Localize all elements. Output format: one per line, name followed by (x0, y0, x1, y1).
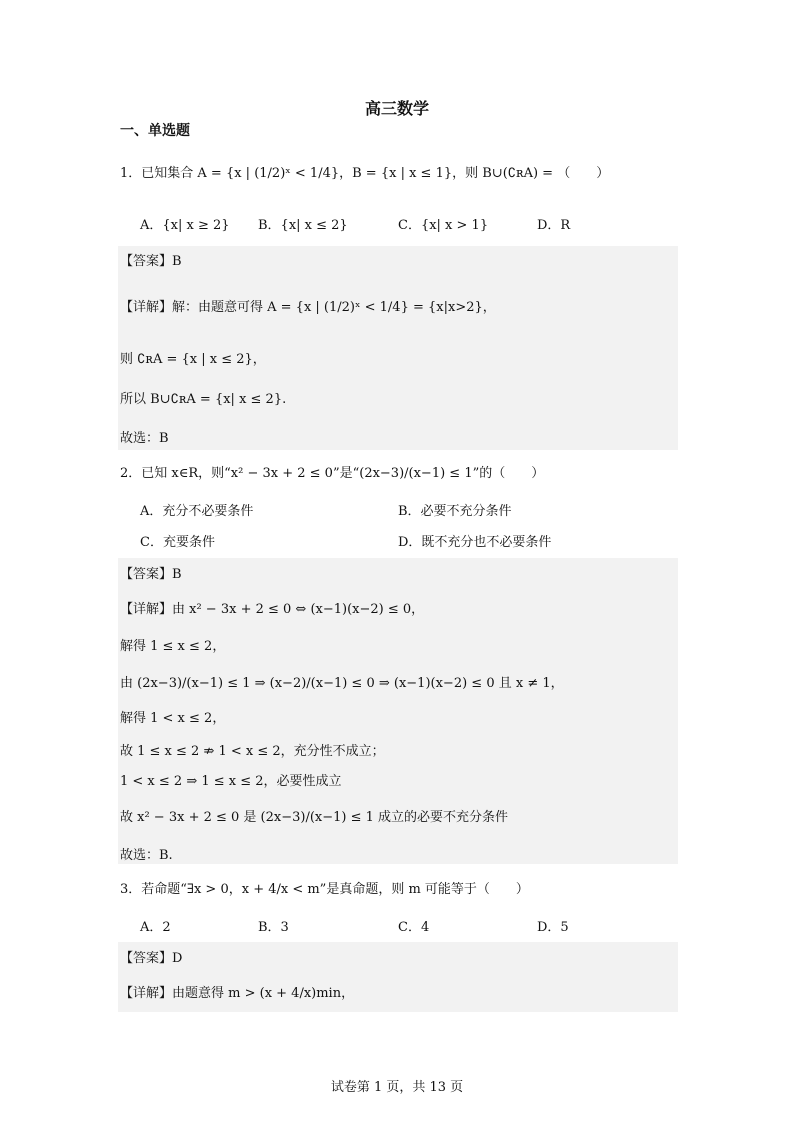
q2-detail-3: 由 (2x−3)/(x−1) ≤ 1 ⇒ (x−2)/(x−1) ≤ 0 ⇒ (x−1)(x−2) ≤ 0 且 x ≠ 1， (120, 676, 564, 691)
q3-answer-box (118, 942, 678, 1012)
q2-detail-7: 故 x² − 3x + 2 ≤ 0 是 (2x−3)/(x−1) ≤ 1 成立的必要不充分条件 (120, 810, 509, 825)
q1-detail-2: 则 ∁ʀA = {x | x ≤ 2}， (120, 352, 266, 367)
q1-option-b: B．{x| x ≤ 2} (258, 218, 348, 233)
q1-detail-3: 所以 B∪∁ʀA = {x| x ≤ 2}. (120, 392, 287, 407)
q3-option-a: A．2 (140, 920, 171, 935)
page-footer: 试卷第 1 页，共 13 页 (330, 1080, 464, 1095)
q3-detail-1: 【详解】由题意得 m > (x + 4/x)min， (120, 986, 355, 1001)
q1-detail-1: 【详解】解：由题意可得 A = {x | (1/2)ˣ < 1/4} = {x|x>2}， (120, 300, 496, 315)
q2-option-c: C．充要条件 (140, 535, 215, 550)
q2-answer: 【答案】B (120, 567, 182, 582)
q1-option-d: D．R (537, 218, 571, 233)
q2-option-d: D．既不充分也不必要条件 (398, 535, 552, 550)
page-title: 高三数学 (364, 99, 429, 118)
q2-detail-8: 故选：B. (120, 848, 173, 863)
q2-option-a: A．充分不必要条件 (140, 504, 254, 519)
q1-option-a: A．{x| x ≥ 2} (140, 218, 230, 233)
q2-detail-4: 解得 1 < x ≤ 2， (120, 711, 226, 726)
q3-stem: 3．若命题“∃x > 0，x + 4/x < m”是真命题，则 m 可能等于（ ） (120, 882, 529, 897)
q3-answer: 【答案】D (120, 951, 183, 966)
q2-detail-1: 【详解】由 x² − 3x + 2 ≤ 0 ⇔ (x−1)(x−2) ≤ 0， (120, 602, 425, 617)
q2-detail-6: 1 < x ≤ 2 ⇒ 1 ≤ x ≤ 2，必要性成立 (120, 774, 342, 789)
q1-answer: 【答案】B (120, 254, 182, 269)
q3-option-d: D．5 (537, 920, 569, 935)
q1-detail-4: 故选：B (120, 431, 169, 446)
q3-option-b: B．3 (258, 920, 289, 935)
q1-option-c: C．{x| x > 1} (398, 218, 489, 233)
section-heading: 一、单选题 (120, 123, 190, 139)
q2-detail-2: 解得 1 ≤ x ≤ 2， (120, 639, 226, 654)
q3-option-c: C．4 (398, 920, 430, 935)
q1-stem: 1．已知集合 A = {x | (1/2)ˣ < 1/4}，B = {x | x ≤ 1}，则 B∪(∁ʀA) = （ ） (120, 166, 610, 181)
q2-stem: 2．已知 x∈R，则“x² − 3x + 2 ≤ 0”是“(2x−3)/(x−1) ≤ 1”的（ ） (120, 466, 545, 481)
q2-detail-5: 故 1 ≤ x ≤ 2 ⇏ 1 < x ≤ 2，充分性不成立； (120, 744, 385, 759)
q2-option-b: B．必要不充分条件 (398, 504, 512, 519)
